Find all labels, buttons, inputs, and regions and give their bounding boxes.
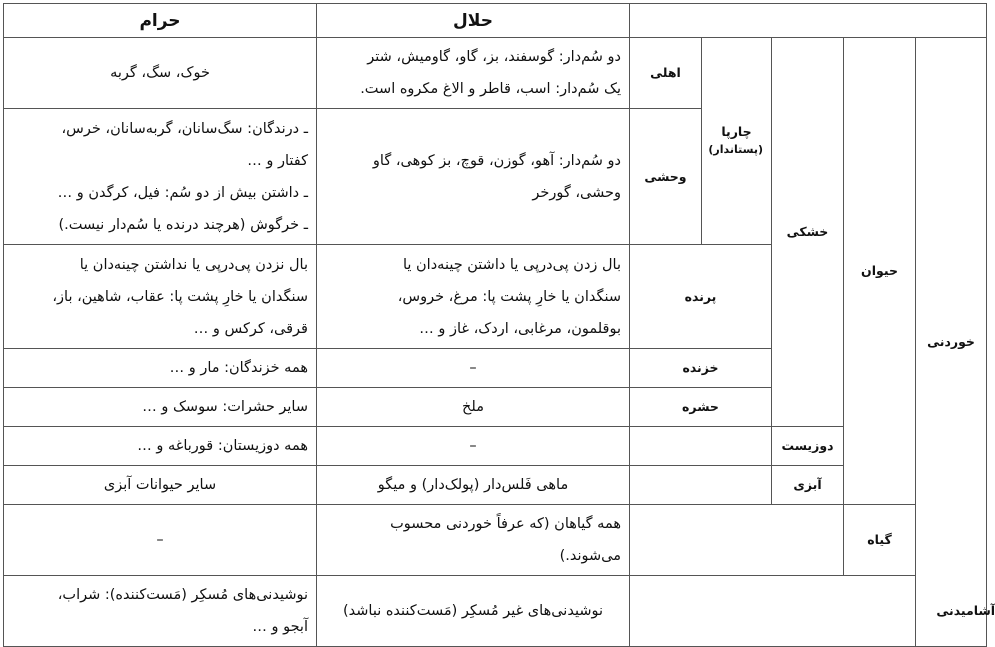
aquatic-haram: سایر حیوانات آبزی	[4, 466, 317, 505]
label-aquatic: آبزی	[772, 466, 844, 505]
halal-header: حلال	[317, 4, 630, 38]
row-plant	[4, 505, 987, 576]
header-empty-cell	[630, 4, 987, 38]
row-drink: نوشیدنی‌های مُسکِر (مَست‌کننده): شراب، آبجو و … نوشیدنی‌های غیر مُسکِر (مَست‌کننده نباشد) آشامیدنی	[4, 576, 987, 647]
insect-halal: ملخ	[317, 388, 630, 427]
reptile-haram: همه خزندگان: مار و …	[4, 349, 317, 388]
aquatic-empty-cell	[630, 466, 772, 505]
label-wild: وحشی	[630, 109, 702, 245]
label-land: خشکی	[772, 38, 844, 427]
label-plant: گیاه	[844, 505, 916, 576]
domestic-halal: دو سُم‌دار: گوسفند، بز، گاو، گاومیش، شتر یک سُم‌دار: اسب، قاطر و الاغ مکروه است.	[317, 38, 630, 109]
amphibian-empty-cell	[630, 427, 772, 466]
insect-haram: سایر حشرات: سوسک و …	[4, 388, 317, 427]
amphibian-haram: همه دوزیستان: قورباغه و …	[4, 427, 317, 466]
label-edible: خوردنی	[916, 38, 987, 647]
drink-haram: نوشیدنی‌های مُسکِر (مَست‌کننده): شراب، آبجو و …	[4, 576, 317, 647]
header-row	[4, 4, 987, 38]
label-quadruped: چارپا (پستاندار)	[702, 38, 772, 245]
haram-header: حرام	[4, 4, 317, 38]
plant-halal: همه گیاهان (که عرفاً خوردنی محسوب می‌شوند.)	[317, 505, 630, 576]
plant-empty-cell	[630, 505, 844, 576]
label-bird: پرنده	[630, 245, 772, 349]
drink-halal: نوشیدنی‌های غیر مُسکِر (مَست‌کننده نباشد)	[317, 576, 630, 647]
row-aquatic	[4, 466, 987, 505]
label-animal: حیوان	[844, 38, 916, 505]
drink-empty-cell	[630, 576, 916, 647]
label-amphibian: دوزیست	[772, 427, 844, 466]
halal-haram-table	[3, 3, 995, 647]
reptile-halal: –	[317, 349, 630, 388]
amphibian-halal: –	[317, 427, 630, 466]
label-insect: حشره	[630, 388, 772, 427]
row-amphibian	[4, 427, 987, 466]
label-reptile: خزنده	[630, 349, 772, 388]
wild-halal: دو سُم‌دار: آهو، گوزن، قوچ، بز کوهی، گاو وحشی، گورخر	[317, 109, 630, 245]
row-domestic	[4, 38, 987, 109]
domestic-haram: خوک، سگ، گربه	[4, 38, 317, 109]
aquatic-halal: ماهی فَلس‌دار (پولک‌دار) و میگو	[317, 466, 630, 505]
bird-haram: بال نزدن پی‌درپی یا نداشتن چینه‌دان یا سنگدان یا خارِ پشت پا: عقاب، شاهین، باز، قرقی، کرکس و …	[4, 245, 317, 349]
wild-haram: ـ درندگان: سگ‌سانان، گربه‌سانان، خرس، کفتار و … ـ داشتن بیش از دو سُم: فیل، کرگدن و … ـ خرگوش (هرچند درنده یا سُم‌دار نیست.)	[4, 109, 317, 245]
plant-haram: –	[4, 505, 317, 576]
bird-halal: بال زدن پی‌درپی یا داشتن چینه‌دان یا سنگدان یا خارِ پشت پا: مرغ، خروس، بوقلمون، مرغابی، اردک، غاز و …	[317, 245, 630, 349]
label-domestic: اهلی	[630, 38, 702, 109]
